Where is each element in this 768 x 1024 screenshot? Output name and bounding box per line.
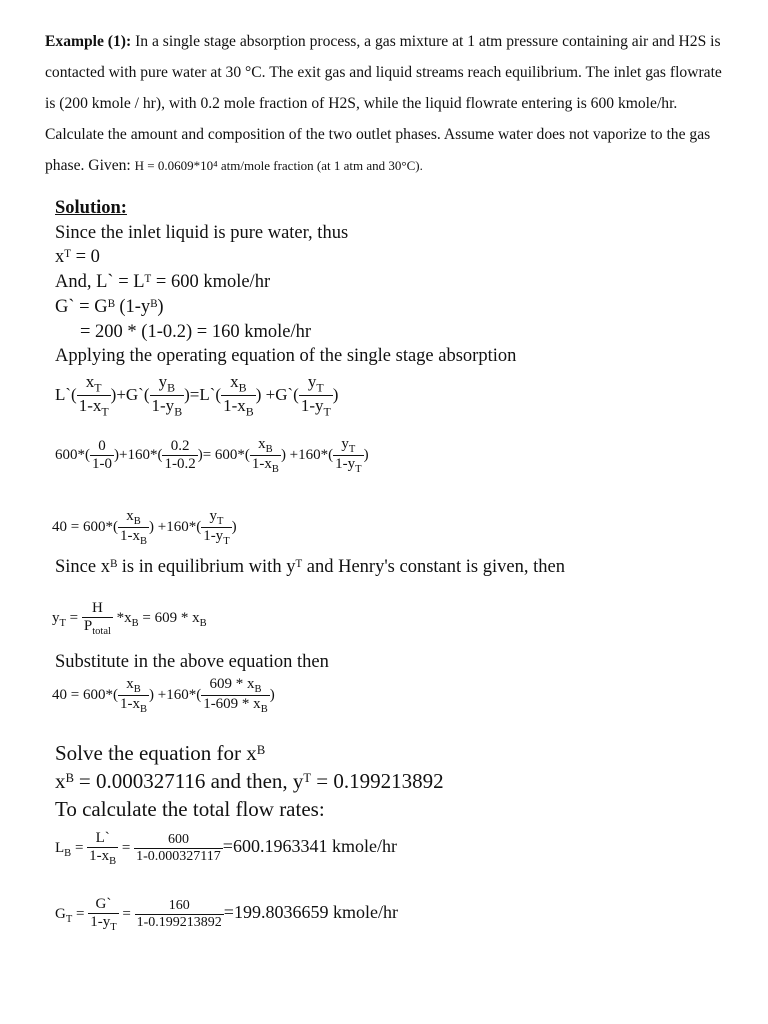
eq-1-609: 1-609 * x xyxy=(203,696,261,712)
reduced-equation: 40 = 600*( $\frac{x_B}{1-x_B}$ ) +160*( $\frac{y_T}{1-y_T}$ ) xyxy=(52,508,237,547)
lb-denominator: 1-0.000327117 xyxy=(136,849,221,864)
solution-line-8: Substitute in the above equation then xyxy=(55,652,329,672)
henry-constant: H = 0.0609*10⁴ atm/mole fraction (at 1 atm and 30°C). xyxy=(134,158,423,173)
henry-equation: $y_T$ = H $P_{total}$ $*x_B = 609 * x_B$ xyxy=(52,600,207,637)
lb-numerator: 600 xyxy=(167,832,189,847)
solution-line-6: Applying the operating equation of the single stage absorption xyxy=(55,346,517,366)
solution-line-5: = 200 * (1-0.2) = 160 kmole/hr xyxy=(80,322,312,342)
solution-line-1: Since the inlet liquid is pure water, thus xyxy=(55,223,349,243)
problem-statement xyxy=(45,26,725,181)
solution-line-4: G` = Gᴮ (1-yᴮ) xyxy=(55,297,164,317)
lb-equation: $L_B$ = $\frac{L`}{1-x_B}$ = $\frac{600}{1-0.000327117}$ =600.1963341 kmole/hr xyxy=(55,830,397,867)
solution-line-10: xᴮ = 0.000327116 and then, yᵀ = 0.199213892 xyxy=(55,769,444,793)
eq-zero: 0 xyxy=(98,438,106,454)
eq-609: 609 * x xyxy=(209,676,255,692)
gt-result: =199.8036659 kmole/hr xyxy=(223,901,398,922)
eq-02: 0.2 xyxy=(170,438,190,454)
gt-numerator: 160 xyxy=(168,898,190,913)
eq-160: 160 xyxy=(127,446,150,463)
gt-equation: $G_T$ = $\frac{G`}{1-y_T}$ = $\frac{160}{1-0.199213892}$ =199.8036659 kmole/hr xyxy=(55,896,398,933)
lb-result: =600.1963341 kmole/hr xyxy=(222,835,397,856)
problem-text: In a single stage absorption process, a gas mixture at 1 atm pressure containing air and H2S is contacted with pure water at 30 °C. The exit gas and liquid streams reach equilibrium. The inlet gas flowrate is (200 kmole / hr), with 0.2 mole fraction of H2S, while the liquid flowrate entering is 600 kmole/hr. Calculate the amount and composition of the two outlet phases. Assume water does not vaporize to the gas phase. Given: xyxy=(45,33,722,174)
eq-600: 600 xyxy=(55,446,78,463)
solution-line-7: Since xᴮ is in equilibrium with yᵀ and Henry's constant is given, then xyxy=(55,557,565,577)
example-label: Example (1): xyxy=(45,33,132,50)
numeric-equation: 600*( $\frac{0}{1-0}$ )+160*( $\frac{0.2}{1-0.2}$ )= 600*( $\frac{x_B}{1-x_B}$ ) +160*( $\frac{y_T}{1-y_T}$ ) xyxy=(55,436,369,475)
operating-equation: L`( $\frac{x_T}{1-x_T}$ )+G`( $\frac{y_B}{1-y_B}$ )=L`( $\frac{x_B}{1-x_B}$ ) +G`( $\frac{y_T}{1-y_T}$ ) xyxy=(55,372,339,419)
solution-title: Solution: xyxy=(55,198,127,218)
solution-line-11: To calculate the total flow rates: xyxy=(55,797,325,821)
gt-denominator: 1-0.199213892 xyxy=(136,915,222,930)
solution-line-9: Solve the equation for xᴮ xyxy=(55,741,265,765)
eq-609-xb: = 609 * x xyxy=(142,609,200,626)
solution-line-2: xᵀ = 0 xyxy=(55,247,100,267)
eq-one-minus-zero: 1-0 xyxy=(92,456,112,472)
solution-line-3: And, L` = Lᵀ = 600 kmole/hr xyxy=(55,272,271,292)
substituted-equation: 40 = 600*( $\frac{x_B}{1-x_B}$ ) +160*( $\frac{609 * x_B}{1-609 * x_B}$ ) xyxy=(52,676,275,715)
eq-one-minus-02: 1-0.2 xyxy=(164,456,196,472)
eq-40: 40 xyxy=(52,518,67,535)
